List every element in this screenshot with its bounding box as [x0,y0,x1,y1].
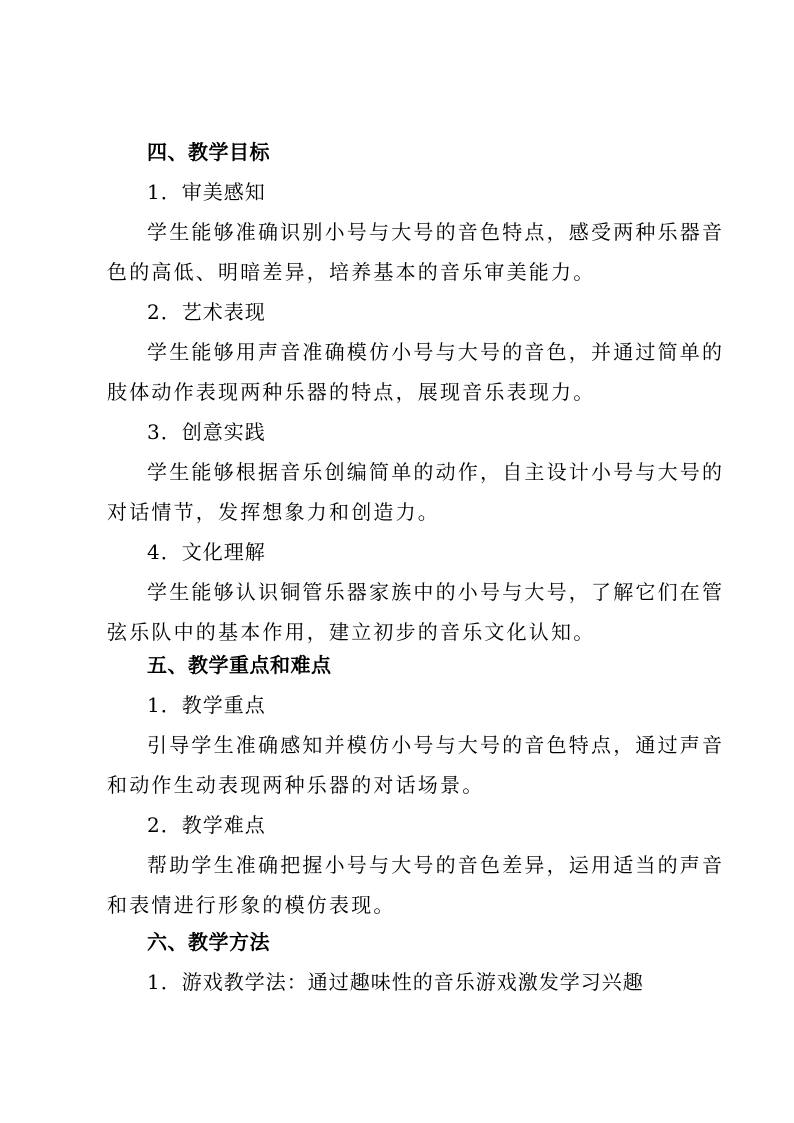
objective-artistic-line-1: 学生能够用声音准确模仿小号与大号的音色，并通过简单的 [147,340,725,364]
difficulty-line-2: 和表情进行形象的模仿表现。 [107,893,396,917]
method-title-game: 1．游戏教学法：通过趣味性的音乐游戏激发学习兴趣 [147,970,644,994]
difficulty-title: 2．教学难点 [147,813,266,837]
objective-title-aesthetic: 1．审美感知 [147,180,266,204]
objective-artistic-line-2: 肢体动作表现两种乐器的特点，展现音乐表现力。 [107,380,596,404]
objective-title-cultural: 4．文化理解 [147,540,266,564]
objective-title-artistic: 2．艺术表现 [147,300,266,324]
objective-cultural-line-1: 学生能够认识铜管乐器家族中的小号与大号，了解它们在管 [147,580,725,604]
objective-aesthetic-line-2: 色的高低、明暗差异，培养基本的音乐审美能力。 [107,260,596,284]
objective-cultural-line-2: 弦乐队中的基本作用，建立初步的音乐文化认知。 [107,620,596,644]
key-point-title: 1．教学重点 [147,693,266,717]
objective-creative-line-2: 对话情节，发挥想象力和创造力。 [107,500,440,524]
section-heading-key-points: 五、教学重点和难点 [147,653,332,677]
objective-creative-line-1: 学生能够根据音乐创编简单的动作，自主设计小号与大号的 [147,460,725,484]
difficulty-line-1: 帮助学生准确把握小号与大号的音色差异，运用适当的声音 [147,853,725,877]
section-heading-objectives: 四、教学目标 [147,140,270,164]
key-point-line-1: 引导学生准确感知并模仿小号与大号的音色特点，通过声音 [147,733,725,757]
objective-aesthetic-line-1: 学生能够准确识别小号与大号的音色特点，感受两种乐器音 [147,220,725,244]
objective-title-creative: 3．创意实践 [147,420,266,444]
section-heading-methods: 六、教学方法 [147,930,270,954]
key-point-line-2: 和动作生动表现两种乐器的对话场景。 [107,773,485,797]
